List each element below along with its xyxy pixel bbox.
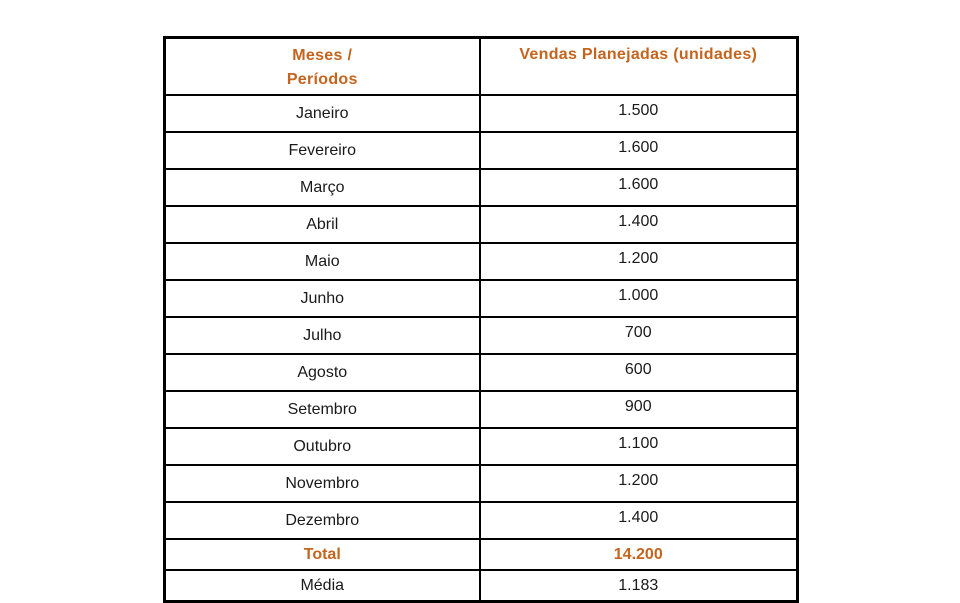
sales-cell: 1.200	[480, 243, 798, 280]
month-cell: Janeiro	[165, 95, 480, 132]
table-row	[165, 391, 798, 428]
header-period-line1: Meses /	[292, 46, 353, 64]
table-row	[165, 465, 798, 502]
sales-cell: 1.200	[480, 465, 798, 502]
month-cell: Março	[165, 169, 480, 206]
average-row	[165, 570, 798, 602]
table-body	[165, 95, 798, 602]
table-header-row	[165, 38, 798, 96]
table-row	[165, 502, 798, 539]
table-row	[165, 280, 798, 317]
table-row	[165, 428, 798, 465]
month-cell: Agosto	[165, 354, 480, 391]
table-row	[165, 317, 798, 354]
month-cell: Maio	[165, 243, 480, 280]
month-cell: Dezembro	[165, 502, 480, 539]
table-row	[165, 206, 798, 243]
header-period	[165, 38, 480, 96]
sales-plan-table	[163, 36, 799, 603]
table-row	[165, 95, 798, 132]
average-value: 1.183	[480, 570, 798, 602]
month-cell: Novembro	[165, 465, 480, 502]
month-cell: Outubro	[165, 428, 480, 465]
sales-cell: 700	[480, 317, 798, 354]
month-cell: Julho	[165, 317, 480, 354]
sales-cell: 1.400	[480, 206, 798, 243]
header-period-line2: Períodos	[286, 70, 358, 88]
average-label: Média	[165, 570, 480, 602]
month-cell: Junho	[165, 280, 480, 317]
total-label: Total	[165, 539, 480, 570]
header-sales: Vendas Planejadas (unidades)	[480, 38, 798, 96]
sales-cell: 1.600	[480, 169, 798, 206]
sales-cell: 1.000	[480, 280, 798, 317]
month-cell: Abril	[165, 206, 480, 243]
total-value: 14.200	[480, 539, 798, 570]
sales-cell: 1.400	[480, 502, 798, 539]
table-row	[165, 243, 798, 280]
total-row	[165, 539, 798, 570]
sales-cell: 900	[480, 391, 798, 428]
month-cell: Setembro	[165, 391, 480, 428]
table-row	[165, 169, 798, 206]
sales-cell: 1.500	[480, 95, 798, 132]
sales-cell: 1.600	[480, 132, 798, 169]
table-row	[165, 354, 798, 391]
month-cell: Fevereiro	[165, 132, 480, 169]
sales-cell: 600	[480, 354, 798, 391]
table-row	[165, 132, 798, 169]
sales-cell: 1.100	[480, 428, 798, 465]
